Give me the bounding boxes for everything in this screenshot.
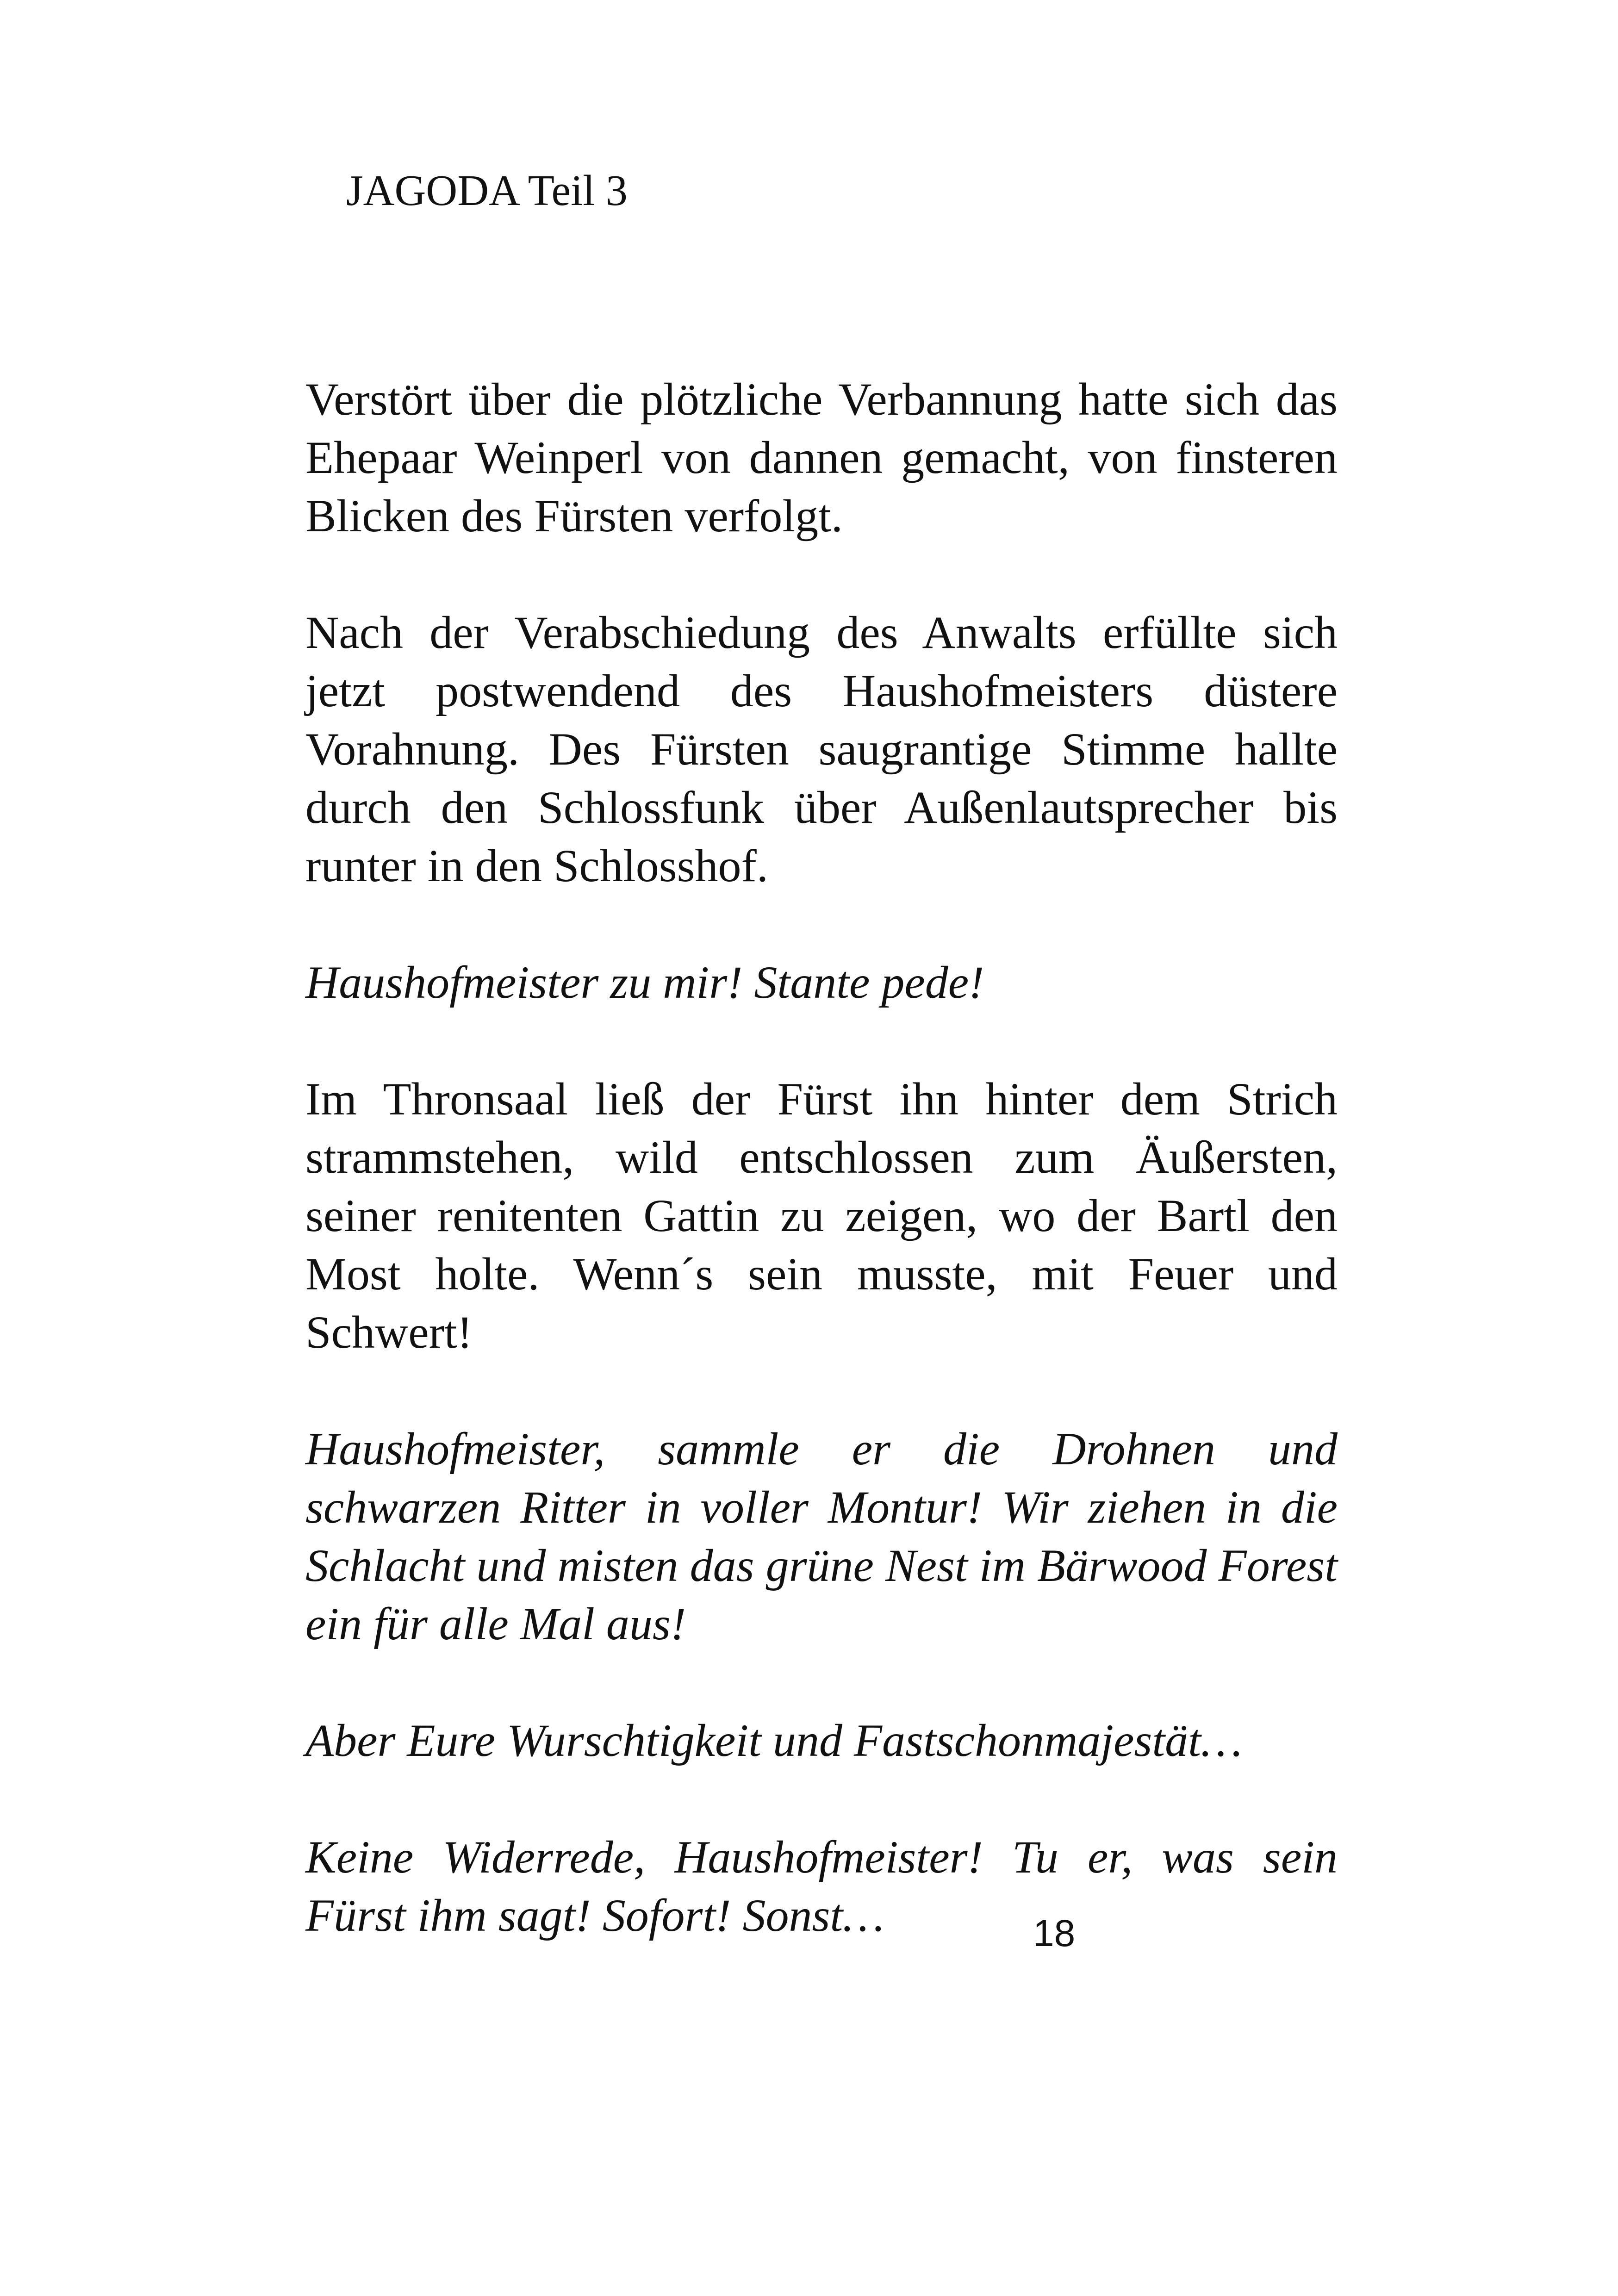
paragraph-3: Im Thronsaal ließ der Fürst ihn hinter dem Strich strammstehen, wild entschlossen zum Äußersten, seiner renitenten Gattin zu zeigen, wo der Bartl den Most holte. Wenn´s sein musste, mit Feuer und Schwert! [305, 1073, 1338, 1358]
dialogue-line-2: Haushofmeister, sammle er die Drohnen und schwarzen Ritter in voller Montur! Wir ziehen in die Schlacht und misten das grüne Nest im Bärwood Forest ein für alle Mal aus! [305, 1423, 1338, 1649]
body-text [305, 370, 1338, 1945]
page-number: 18 [1033, 1912, 1076, 1954]
dialogue-line-1: Haushofmeister zu mir! Stante pede! [305, 957, 984, 1008]
dialogue-line-4: Keine Widerrede, Haushofmeister! Tu er, was sein Fürst ihm sagt! Sofort! Sonst… [305, 1831, 1338, 1941]
running-header-title: JAGODA Teil 3 [346, 167, 628, 215]
paragraph-2: Nach der Verabschiedung des Anwalts erfüllte sich jetzt postwendend des Haushofmeisters düstere Vorahnung. Des Fürsten saugrantige Stimme hallte durch den Schlossfunk über Außenlautsprecher bis runter in den Schlosshof. [305, 607, 1338, 891]
paragraph-1: Verstört über die plötzliche Verbannung hatte sich das Ehepaar Weinperl von dannen gemacht, von finsteren Blicken des Fürsten verfolgt. [305, 373, 1338, 541]
dialogue-line-3: Aber Eure Wurschtigkeit und Fastschonmajestät… [305, 1715, 1242, 1766]
